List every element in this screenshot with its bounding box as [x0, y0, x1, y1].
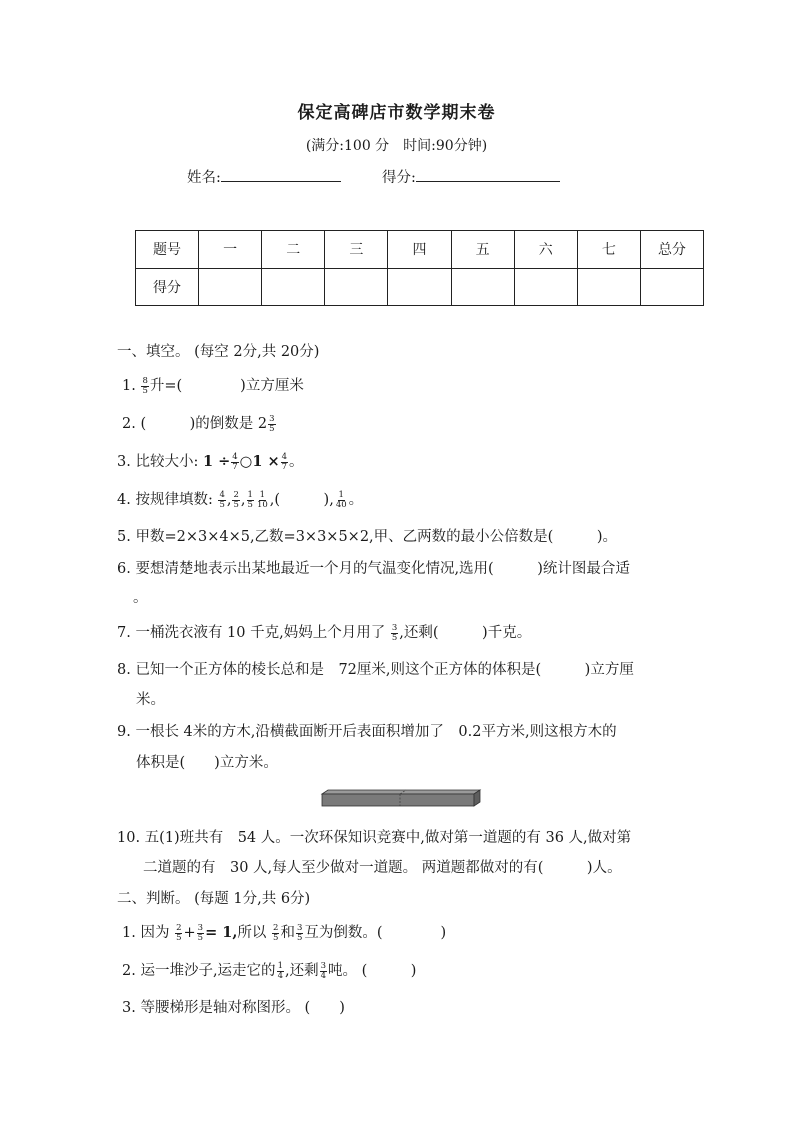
question-number: 5.	[117, 529, 131, 545]
question-text: 已知一个正方体的棱长总和是 72厘米,则这个正方体的体积是( )立方厘	[135, 662, 634, 678]
score-table	[135, 230, 704, 306]
compare-circle[interactable]: ○	[239, 454, 253, 470]
table-cell: 一	[199, 231, 262, 269]
question-1-8	[117, 658, 634, 679]
score-field[interactable]	[382, 166, 560, 187]
question-2-2	[122, 959, 416, 981]
question-1-6	[117, 557, 630, 578]
question-number: 1.	[122, 378, 136, 394]
fraction: $\frac{2}{5}$	[176, 922, 182, 943]
table-cell: 三	[325, 231, 388, 269]
table-score-row	[136, 268, 704, 306]
question-1-10-cont: 二道题的有 30 人,每人至少做对一道题。 两道题都做对的有( )人。	[143, 860, 622, 876]
question-number: 3.	[117, 454, 131, 470]
question-1-2	[122, 412, 277, 434]
page-title: 保定高碑店市数学期末卷	[297, 103, 496, 123]
question-1-9-cont: 体积是( )立方米。	[136, 755, 278, 771]
fraction: $\frac{3}{5}$	[296, 922, 303, 943]
question-text: 要想清楚地表示出某地最近一个月的气温变化情况,选用( )统计图最合适	[135, 561, 630, 577]
score-blank[interactable]	[416, 167, 560, 182]
score-input-cell[interactable]	[451, 268, 514, 306]
table-cell: 四	[388, 231, 451, 269]
question-number: 6.	[117, 561, 131, 577]
question-number: 10.	[117, 830, 141, 846]
question-1-9	[117, 720, 617, 741]
fraction: $\frac{4}{7}$	[232, 451, 238, 472]
table-cell: 题号	[136, 231, 199, 269]
question-text: ,还剩	[284, 963, 319, 979]
question-text: ( )的倒数是 2	[140, 416, 268, 432]
question-number: 7.	[117, 625, 131, 641]
exam-info: (满分:100 分 时间:90分钟)	[305, 138, 488, 154]
question-text: 一桶洗衣液有 10 千克,妈妈上个月用了	[135, 625, 386, 641]
question-2-3	[122, 996, 345, 1017]
expression: 1 ×	[252, 453, 280, 470]
fraction: $\frac{2}{5}$	[273, 922, 279, 943]
score-label: 得分:	[382, 170, 416, 186]
score-input-cell[interactable]	[325, 268, 388, 306]
question-number: 8.	[117, 662, 131, 678]
question-1-5	[117, 525, 617, 546]
fraction: $\frac{3}{4}$	[320, 960, 327, 981]
fraction: $\frac{4}{5}$	[219, 489, 225, 510]
question-text: 甲数=2×3×4×5,乙数=3×3×5×2,甲、乙两数的最小公倍数是( )。	[135, 529, 617, 545]
fraction: $\frac{1}{5}$	[247, 489, 253, 510]
section2-heading: 二、判断。 (每题 1分,共 6分)	[117, 891, 311, 907]
question-text: 五(1)班共有 54 人。一次环保知识竞赛中,做对第一道题的有 36 人,做对第	[144, 830, 632, 846]
name-blank[interactable]	[221, 167, 341, 182]
fraction: $\frac{3}{5}$	[197, 922, 204, 943]
answer-blank[interactable]: ,( ),	[269, 492, 334, 508]
question-text: ,还剩( )千克。	[399, 625, 532, 641]
wooden-beam-image	[320, 788, 482, 808]
question-text: 按规律填数:	[135, 492, 213, 508]
score-input-cell[interactable]	[514, 268, 577, 306]
fraction: $\frac{1}{10}$	[256, 489, 268, 510]
punct: 。	[289, 454, 304, 470]
operator: +	[183, 925, 196, 941]
question-text: 升=( )立方厘米	[149, 378, 304, 394]
name-field[interactable]	[187, 166, 341, 187]
question-number: 4.	[117, 492, 131, 508]
question-text: 等腰梯形是轴对称图形。 ( )	[140, 1000, 345, 1016]
table-cell: 六	[514, 231, 577, 269]
question-number: 2.	[122, 963, 136, 979]
punct: 。	[348, 492, 364, 508]
name-label: 姓名:	[187, 170, 221, 186]
fraction: $\frac{2}{5}$	[233, 489, 239, 510]
table-header-row	[136, 231, 704, 269]
question-1-7	[117, 621, 531, 643]
question-number: 3.	[122, 1000, 136, 1016]
section1-heading: 一、填空。 (每空 2分,共 20分)	[117, 344, 320, 360]
score-input-cell[interactable]	[577, 268, 640, 306]
question-1-10	[117, 826, 631, 847]
fraction: $\frac{8}{5}$	[142, 375, 148, 396]
table-cell: 五	[451, 231, 514, 269]
table-cell: 总分	[640, 231, 703, 269]
question-text: 所以	[237, 925, 267, 941]
question-text: 互为倒数。( )	[304, 925, 447, 941]
score-input-cell[interactable]	[640, 268, 703, 306]
score-input-cell[interactable]	[262, 268, 325, 306]
question-text: 和	[280, 925, 295, 941]
question-text: 因为	[140, 925, 170, 941]
question-text: 比较大小:	[135, 454, 199, 470]
question-text: 运一堆沙子,运走它的	[140, 963, 276, 979]
expression: = 1,	[205, 924, 238, 941]
question-1-1	[122, 374, 304, 396]
question-1-6-cont: 。	[133, 590, 148, 606]
question-text: 一根长 4米的方木,沿横截面断开后表面积增加了 0.2平方米,则这根方木的	[135, 724, 617, 740]
question-number: 1.	[122, 925, 136, 941]
table-cell: 得分	[136, 268, 199, 306]
table-cell: 二	[262, 231, 325, 269]
fraction: $\frac{3}{5}$	[269, 413, 275, 434]
question-number: 9.	[117, 724, 131, 740]
question-1-3	[117, 450, 304, 472]
question-number: 2.	[122, 416, 136, 432]
question-2-1	[122, 921, 446, 943]
question-1-4: 4. 按规律填数: $\frac{4}{5}$ , $\frac{2}{5}$ , $\frac{1}{5}$ $\frac{1}{10}$ ,( ), $\frac{1}{40}$ 。	[117, 489, 364, 510]
score-input-cell[interactable]	[199, 268, 262, 306]
expression: 1 ÷	[202, 453, 231, 470]
fraction: $\frac{1}{4}$	[277, 960, 283, 981]
table-cell: 七	[577, 231, 640, 269]
fraction: $\frac{4}{7}$	[281, 451, 288, 472]
question-text: 吨。 ( )	[328, 963, 417, 979]
score-input-cell[interactable]	[388, 268, 451, 306]
question-1-8-cont: 米。	[136, 692, 165, 708]
fraction: $\frac{3}{5}$	[391, 622, 398, 643]
fraction: $\frac{1}{40}$	[335, 489, 347, 510]
